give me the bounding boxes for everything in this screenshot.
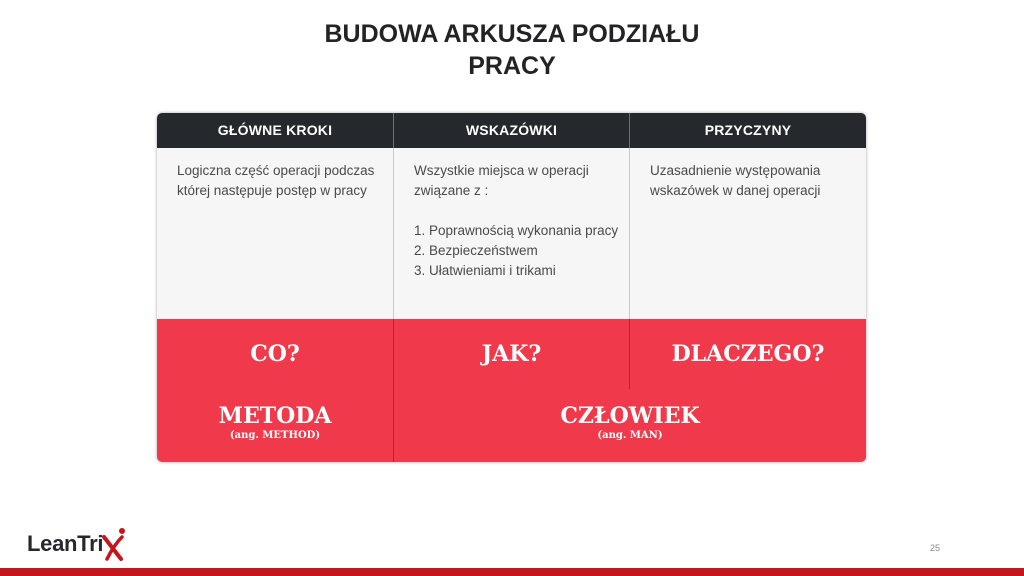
category-man-sub: (ang. MAN) <box>597 430 663 441</box>
header-hints: WSKAZÓWKI <box>394 113 630 148</box>
description-line: której następuje postęp w pracy <box>177 183 367 198</box>
table-category-row <box>157 389 866 462</box>
bottom-accent-bar <box>0 568 1024 576</box>
description-line: Wszystkie miejsca w operacji <box>414 163 589 178</box>
table-header-row <box>157 113 866 148</box>
description-main-steps <box>157 148 394 319</box>
page-title-line-2: PRACY <box>468 52 556 80</box>
header-reasons: PRZYCZYNY <box>704 122 792 138</box>
leantrix-logo <box>27 524 127 564</box>
page-title <box>0 18 1024 82</box>
description-hints <box>394 148 630 319</box>
description-line: wskazówek w danej operacji <box>650 183 821 198</box>
work-breakdown-table <box>157 113 866 462</box>
category-man <box>394 389 866 462</box>
list-item: 1. Poprawnością wykonania pracy <box>414 223 619 238</box>
question-why: DLACZEGO? <box>671 341 825 367</box>
logo-text: LeanTri <box>27 531 104 556</box>
category-method <box>157 389 394 462</box>
table-description-row <box>157 148 866 319</box>
category-man-label: CZŁOWIEK <box>560 403 700 429</box>
description-reasons <box>630 148 866 319</box>
description-line: Logiczna część operacji podczas <box>177 163 375 178</box>
description-line: związane z : <box>414 183 489 198</box>
list-item: 3. Ułatwieniami i trikami <box>414 263 556 278</box>
page-number: 25 <box>930 543 941 553</box>
category-method-label: METODA <box>218 403 332 429</box>
category-method-sub: (ang. METHOD) <box>229 430 321 441</box>
question-what: CO? <box>157 319 394 389</box>
logo-x-figure-icon <box>101 525 127 563</box>
description-line: Uzasadnienie występowania <box>650 163 821 178</box>
header-main-steps: GŁÓWNE KROKI <box>157 113 394 148</box>
table-question-row <box>157 319 866 389</box>
hints-list <box>414 221 629 281</box>
list-item: 2. Bezpieczeństwem <box>414 243 538 258</box>
page-title-line-1: BUDOWA ARKUSZA PODZIAŁU <box>324 20 700 48</box>
question-how: JAK? <box>394 319 630 389</box>
